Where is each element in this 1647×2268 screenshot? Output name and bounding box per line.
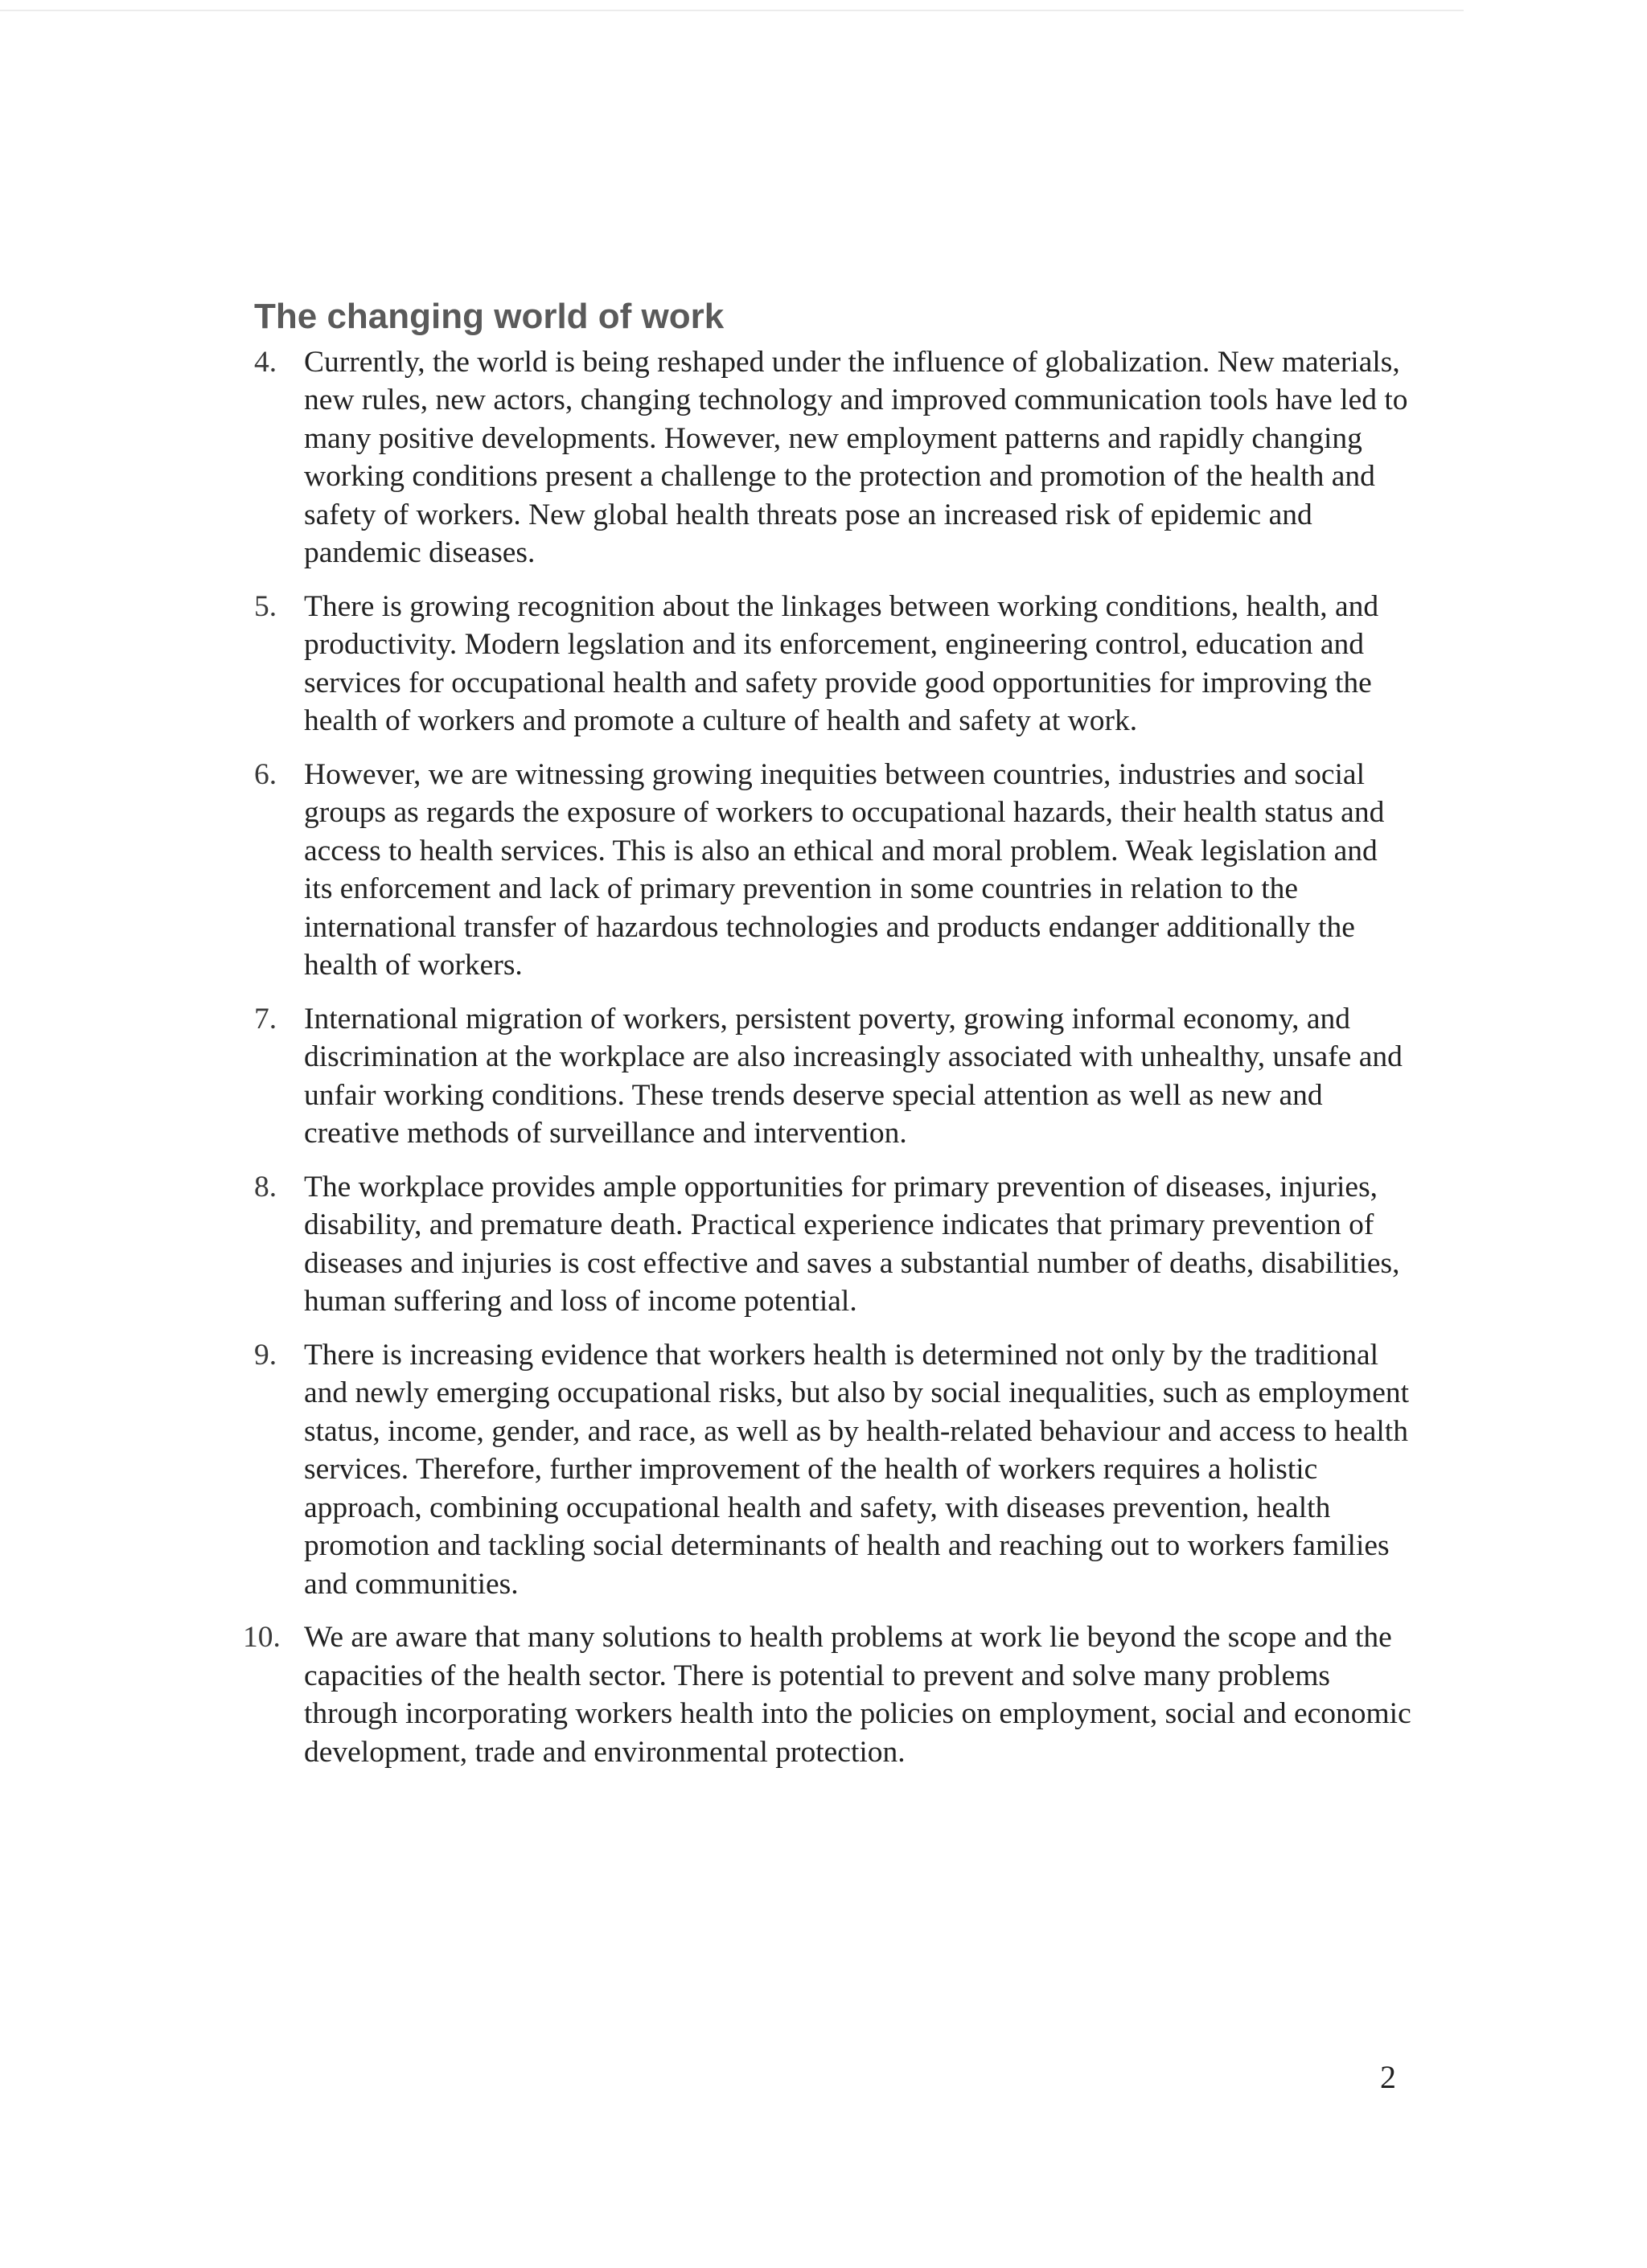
paragraph-4 [254,343,1412,572]
page-number: 2 [1380,2059,1396,2095]
paragraph-6 [254,756,1412,985]
section-heading: The changing world of work [254,297,725,336]
paragraph-number: 6. [254,757,277,791]
paragraph-number: 10. [243,1621,281,1655]
paragraph-text: The workplace provides ample opportunities for primary prevention of diseases, injuries, disability, and premature death. Practical experience indicates that primary prevention of diseases and injuries is cost effective and saves a substantial number of deaths, disabilities, human suffering and loss of income potential. [304,1170,1400,1319]
paragraph-text: We are aware that many solutions to health problems at work lie beyond the scope and the capacities of the health sector. There is potential to prevent and solve many problems through incorporating workers health into the policies on employment, social and economic development, trade and environmental protection. [304,1621,1411,1769]
paragraph-number: 5. [254,589,277,623]
paragraph-text: However, we are witnessing growing inequities between countries, industries and social groups as regards the exposure of workers to occupational hazards, their health status and access to health services. This is also an ethical and moral problem. Weak legislation and its enforcement and lack of primary prevention in some countries in relation to the international transfer of hazardous technologies and products endanger additionally the health of workers. [304,757,1385,982]
paragraph-text: Currently, the world is being reshaped under the influence of globalization. New materials, new rules, new actors, changing technology and improved communication tools have led to many positive developments. However, new employment patterns and rapidly changing working conditions present a challenge to the protection and promotion of the health and safety of workers. New global health threats pose an increased risk of epidemic and pandemic diseases. [304,345,1408,570]
paragraph-text: International migration of workers, persistent poverty, growing informal economy, and discrimination at the workplace are also increasingly associated with unhealthy, unsafe and unfair working conditions. These trends deserve special attention as well as new and creative methods of surveillance and intervention. [304,1002,1403,1150]
paragraph-9 [254,1336,1412,1604]
paragraph-number: 7. [254,1002,277,1036]
top-edge-line [0,10,1464,11]
paragraph-number: 8. [254,1170,277,1204]
paragraph-text: There is growing recognition about the linkages between working conditions, health, and productivity. Modern legslation and its enforcement, engineering control, education and services for occupational health and safety provide good opportunities for improving the health of workers and promote a culture of health and safety at work. [304,589,1379,738]
document-page [243,296,1412,1786]
paragraph-number: 4. [254,345,277,379]
paragraph-10 [243,1618,1412,1771]
numbered-paragraph-list [243,343,1412,1772]
paragraph-8 [254,1168,1412,1321]
paragraph-number: 9. [254,1338,277,1372]
paragraph-7 [254,1000,1412,1153]
paragraph-5 [254,588,1412,740]
paragraph-text: There is increasing evidence that workers health is determined not only by the traditional and newly emerging occupational risks, but also by social inequalities, such as employment status, income, gender, and race, as well as by health-related behaviour and access to health services. Therefore, further improvement of the health of workers requires a holistic approach, combining occupational health and safety, with diseases prevention, health promotion and tackling social determinants of health and reaching out to workers families and communities. [304,1338,1410,1601]
